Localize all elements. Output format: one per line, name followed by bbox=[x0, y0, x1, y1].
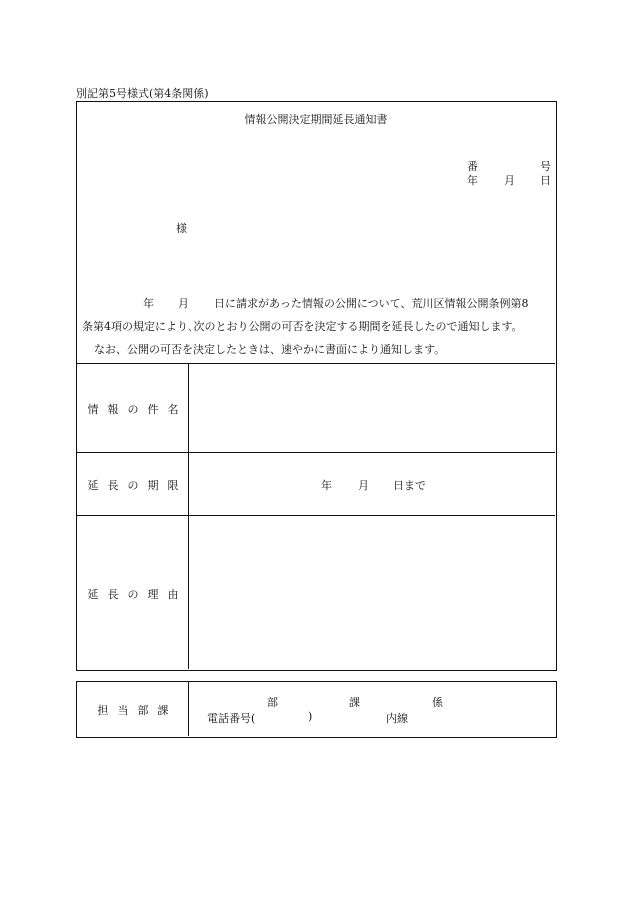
body-month: 月 bbox=[178, 297, 189, 310]
date-month: 月 bbox=[504, 174, 515, 187]
unit-label: 係 bbox=[432, 696, 443, 709]
reason-label: 延長の理由 bbox=[87, 588, 188, 601]
deadline-year: 年 bbox=[321, 479, 332, 492]
row-divider-1 bbox=[77, 452, 555, 453]
info-name-label: 情報の件名 bbox=[87, 403, 188, 416]
form-reference: 別記第5号様式(第4条関係) bbox=[76, 87, 209, 100]
date-day: 日 bbox=[540, 174, 551, 187]
extension-label: 内線 bbox=[386, 712, 408, 725]
section-label: 課 bbox=[349, 696, 360, 709]
body-year: 年 bbox=[143, 297, 154, 310]
document-title: 情報公開決定期間延長通知書 bbox=[244, 113, 388, 126]
table-top-divider bbox=[77, 363, 555, 364]
phone-close: ) bbox=[308, 710, 313, 723]
deadline-until: 日まで bbox=[393, 479, 426, 492]
deadline-label: 延長の期限 bbox=[87, 479, 188, 492]
body-line-1: 日に請求があった情報の公開について、荒川区情報公開条例第8 bbox=[214, 297, 529, 310]
deadline-month: 月 bbox=[358, 479, 369, 492]
body-line-2: 条第4項の規定により､次のとおり公開の可否を決定する期間を延長したので通知します。 bbox=[82, 320, 523, 333]
addressee-suffix: 様 bbox=[176, 222, 187, 235]
number-label: 番 bbox=[467, 160, 478, 173]
phone-label: 電話番号( bbox=[207, 712, 256, 725]
date-year: 年 bbox=[467, 174, 478, 187]
main-form-box bbox=[76, 101, 557, 671]
contact-label: 担当部課 bbox=[97, 704, 178, 717]
contact-box bbox=[76, 681, 557, 738]
number-suffix: 号 bbox=[540, 160, 551, 173]
row-divider-2 bbox=[77, 515, 555, 516]
body-line-3: なお、公開の可否を決定したときは、速やかに書面により通知します。 bbox=[94, 343, 446, 356]
dept-label: 部 bbox=[267, 696, 278, 709]
